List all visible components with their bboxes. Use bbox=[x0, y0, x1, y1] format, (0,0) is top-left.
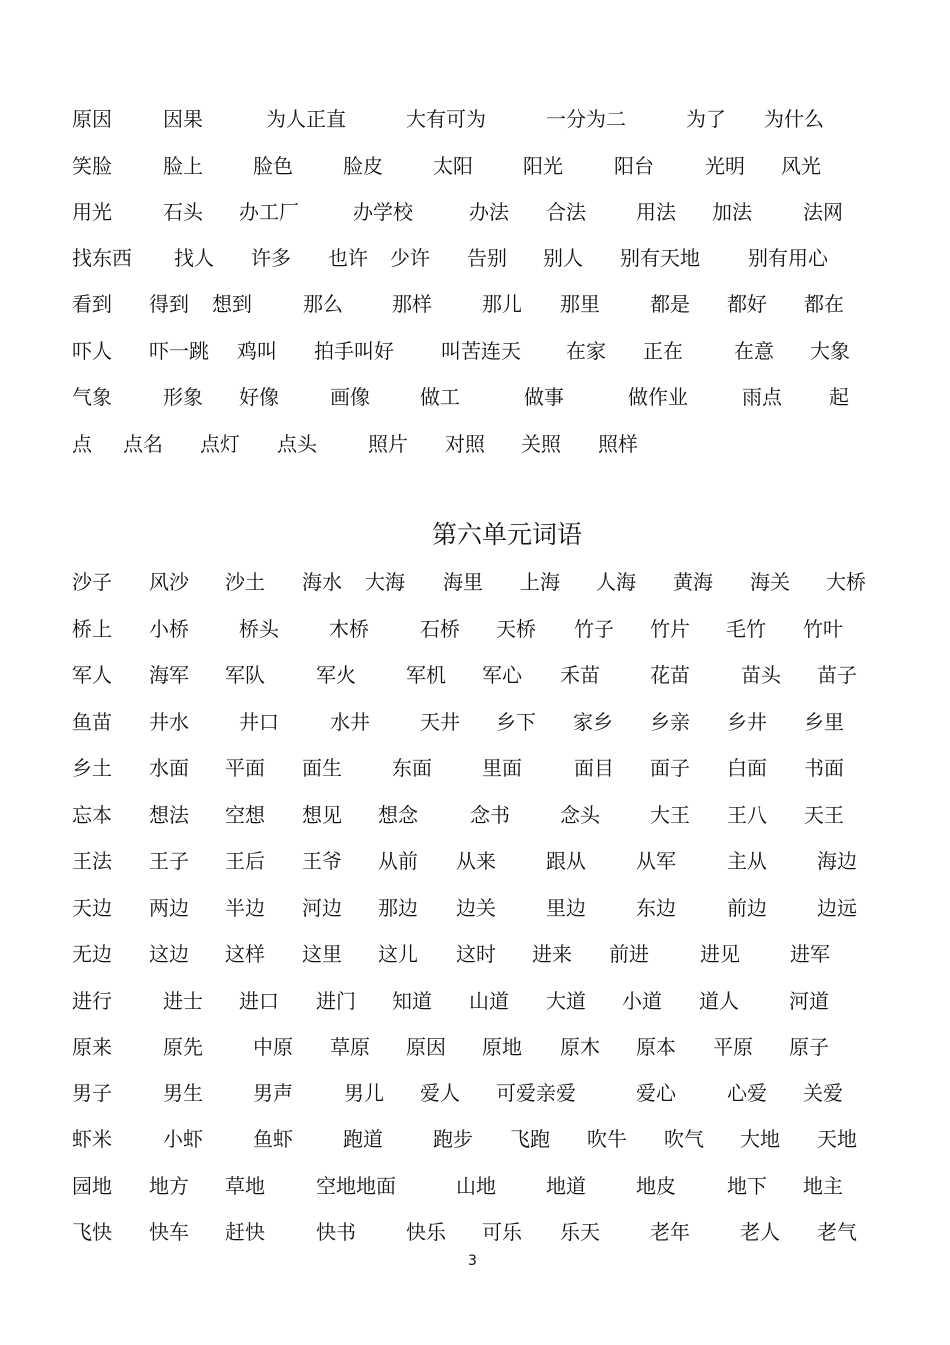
vocab-word: 阳光 bbox=[523, 154, 563, 178]
vocab-word: 想法 bbox=[149, 803, 189, 827]
vocab-word: 跟从 bbox=[546, 849, 586, 873]
vocab-word: 东边 bbox=[636, 896, 676, 920]
vocab-word: 都是 bbox=[650, 292, 690, 316]
vocab-word: 主从 bbox=[727, 849, 767, 873]
vocab-line bbox=[0, 567, 950, 597]
vocab-word: 风沙 bbox=[149, 570, 189, 594]
vocab-word: 大桥 bbox=[826, 570, 866, 594]
vocab-word: 鱼苗 bbox=[72, 710, 112, 734]
vocab-word: 为人正直 bbox=[266, 107, 346, 131]
vocab-word: 海边 bbox=[817, 849, 857, 873]
vocab-word: 原本 bbox=[636, 1035, 676, 1059]
vocab-word: 一分为二 bbox=[546, 107, 626, 131]
vocab-word: 军心 bbox=[482, 663, 522, 687]
vocab-line bbox=[0, 1078, 950, 1108]
vocab-word: 那么 bbox=[303, 292, 343, 316]
vocab-word: 前边 bbox=[727, 896, 767, 920]
vocab-word: 苗子 bbox=[817, 663, 857, 687]
vocab-word: 爱人 bbox=[420, 1081, 460, 1105]
vocab-word: 井口 bbox=[239, 710, 279, 734]
vocab-word: 这样 bbox=[225, 942, 265, 966]
vocab-line bbox=[0, 986, 950, 1016]
vocab-word: 无边 bbox=[72, 942, 112, 966]
vocab-word: 做事 bbox=[524, 385, 564, 409]
vocab-word: 花苗 bbox=[650, 663, 690, 687]
vocab-word: 做作业 bbox=[628, 385, 688, 409]
page-number: 3 bbox=[468, 1253, 477, 1269]
vocab-word: 地皮 bbox=[636, 1174, 676, 1198]
vocab-word: 好像 bbox=[239, 385, 279, 409]
vocab-word: 石头 bbox=[163, 200, 203, 224]
vocab-word: 老人 bbox=[740, 1220, 780, 1244]
vocab-word: 从前 bbox=[378, 849, 418, 873]
vocab-word: 王子 bbox=[149, 849, 189, 873]
vocab-word: 找人 bbox=[174, 246, 214, 270]
vocab-word: 男儿 bbox=[344, 1081, 384, 1105]
vocab-word: 地主 bbox=[803, 1174, 843, 1198]
vocab-word: 山道 bbox=[469, 989, 509, 1013]
vocab-word: 跑道 bbox=[343, 1127, 383, 1151]
vocab-word: 照样 bbox=[598, 432, 638, 456]
vocab-word: 地道 bbox=[546, 1174, 586, 1198]
vocab-word: 原来 bbox=[72, 1035, 112, 1059]
vocab-word: 快乐 bbox=[406, 1220, 446, 1244]
vocab-word: 对照 bbox=[445, 432, 485, 456]
vocab-word: 天边 bbox=[72, 896, 112, 920]
vocab-word: 天地 bbox=[817, 1127, 857, 1151]
vocab-word: 阳台 bbox=[614, 154, 654, 178]
vocab-word: 大有可为 bbox=[406, 107, 486, 131]
vocab-word: 木桥 bbox=[329, 617, 369, 641]
vocab-word: 沙土 bbox=[225, 570, 265, 594]
vocab-word: 进来 bbox=[532, 942, 572, 966]
vocab-line bbox=[0, 939, 950, 969]
vocab-word: 点名 bbox=[123, 432, 163, 456]
vocab-word: 那里 bbox=[560, 292, 600, 316]
vocab-word: 想到 bbox=[212, 292, 252, 316]
vocab-word: 画像 bbox=[330, 385, 370, 409]
vocab-line bbox=[0, 753, 950, 783]
vocab-word: 快车 bbox=[149, 1220, 189, 1244]
vocab-word: 找东西 bbox=[72, 246, 132, 270]
vocab-word: 雨点 bbox=[742, 385, 782, 409]
vocab-word: 点头 bbox=[277, 432, 317, 456]
vocab-word: 这里 bbox=[302, 942, 342, 966]
vocab-word: 乡土 bbox=[72, 756, 112, 780]
vocab-word: 老年 bbox=[650, 1220, 690, 1244]
vocab-word: 可爱亲爱 bbox=[496, 1081, 576, 1105]
vocab-word: 乡下 bbox=[496, 710, 536, 734]
vocab-line bbox=[0, 1032, 950, 1062]
vocab-word: 点 bbox=[72, 432, 92, 456]
vocab-word: 这儿 bbox=[378, 942, 418, 966]
vocab-word: 飞跑 bbox=[510, 1127, 550, 1151]
vocab-word: 太阳 bbox=[433, 154, 473, 178]
vocab-word: 进门 bbox=[316, 989, 356, 1013]
vocab-word: 原因 bbox=[406, 1035, 446, 1059]
vocab-word: 家乡 bbox=[573, 710, 613, 734]
vocab-word: 面生 bbox=[302, 756, 342, 780]
vocab-word: 空地地面 bbox=[316, 1174, 396, 1198]
vocab-line bbox=[0, 243, 950, 273]
vocab-line bbox=[0, 707, 950, 737]
vocab-word: 沙子 bbox=[72, 570, 112, 594]
vocab-line bbox=[0, 336, 950, 366]
vocab-word: 苗头 bbox=[741, 663, 781, 687]
vocab-word: 乡里 bbox=[804, 710, 844, 734]
vocab-word: 上海 bbox=[520, 570, 560, 594]
vocab-word: 爱心 bbox=[636, 1081, 676, 1105]
vocab-word: 都在 bbox=[804, 292, 844, 316]
vocab-word: 男生 bbox=[163, 1081, 203, 1105]
vocab-word: 那儿 bbox=[482, 292, 522, 316]
vocab-word: 山地 bbox=[456, 1174, 496, 1198]
vocab-word: 平面 bbox=[225, 756, 265, 780]
vocab-word: 边远 bbox=[817, 896, 857, 920]
vocab-word: 王后 bbox=[225, 849, 265, 873]
vocab-word: 地方 bbox=[149, 1174, 189, 1198]
vocab-word: 大道 bbox=[546, 989, 586, 1013]
vocab-word: 也许 bbox=[328, 246, 368, 270]
vocab-word: 天桥 bbox=[496, 617, 536, 641]
vocab-line bbox=[0, 1171, 950, 1201]
vocab-word: 吓人 bbox=[72, 339, 112, 363]
vocab-word: 水井 bbox=[330, 710, 370, 734]
vocab-word: 面子 bbox=[650, 756, 690, 780]
vocab-word: 脸色 bbox=[253, 154, 293, 178]
vocab-line bbox=[0, 429, 950, 459]
vocab-word: 风光 bbox=[781, 154, 821, 178]
vocab-word: 为什么 bbox=[764, 107, 824, 131]
vocab-word: 别有天地 bbox=[620, 246, 700, 270]
vocab-word: 那边 bbox=[378, 896, 418, 920]
vocab-word: 加法 bbox=[712, 200, 752, 224]
vocab-word: 海里 bbox=[443, 570, 483, 594]
vocab-word: 脸皮 bbox=[343, 154, 383, 178]
vocab-word: 小虾 bbox=[163, 1127, 203, 1151]
vocab-word: 原因 bbox=[72, 107, 112, 131]
vocab-line bbox=[0, 846, 950, 876]
vocab-word: 白面 bbox=[727, 756, 767, 780]
vocab-line bbox=[0, 104, 950, 134]
vocab-word: 用光 bbox=[72, 200, 112, 224]
vocab-word: 军火 bbox=[316, 663, 356, 687]
vocab-word: 前进 bbox=[609, 942, 649, 966]
vocab-word: 人海 bbox=[596, 570, 636, 594]
vocab-word: 办法 bbox=[469, 200, 509, 224]
vocab-word: 空想 bbox=[225, 803, 265, 827]
vocab-word: 光明 bbox=[705, 154, 745, 178]
vocab-line bbox=[0, 893, 950, 923]
vocab-word: 石桥 bbox=[420, 617, 460, 641]
vocab-word: 从军 bbox=[636, 849, 676, 873]
vocab-word: 飞快 bbox=[72, 1220, 112, 1244]
vocab-word: 军队 bbox=[225, 663, 265, 687]
vocab-word: 想念 bbox=[378, 803, 418, 827]
vocab-word: 军人 bbox=[72, 663, 112, 687]
vocab-word: 这时 bbox=[456, 942, 496, 966]
vocab-word: 黄海 bbox=[673, 570, 713, 594]
vocab-word: 得到 bbox=[149, 292, 189, 316]
vocab-word: 这边 bbox=[149, 942, 189, 966]
vocab-word: 老气 bbox=[817, 1220, 857, 1244]
vocab-word: 王法 bbox=[72, 849, 112, 873]
vocab-word: 里边 bbox=[546, 896, 586, 920]
vocab-word: 大地 bbox=[740, 1127, 780, 1151]
vocab-word: 进军 bbox=[790, 942, 830, 966]
vocab-word: 进士 bbox=[163, 989, 203, 1013]
vocab-word: 别人 bbox=[543, 246, 583, 270]
vocab-line bbox=[0, 382, 950, 412]
vocab-word: 知道 bbox=[392, 989, 432, 1013]
vocab-word: 竹叶 bbox=[803, 617, 843, 641]
vocab-word: 用法 bbox=[636, 200, 676, 224]
vocab-word: 原子 bbox=[789, 1035, 829, 1059]
vocab-word: 男声 bbox=[253, 1081, 293, 1105]
vocab-word: 海军 bbox=[149, 663, 189, 687]
vocab-word: 禾苗 bbox=[560, 663, 600, 687]
vocab-word: 照片 bbox=[368, 432, 408, 456]
vocab-word: 告别 bbox=[467, 246, 507, 270]
vocab-word: 海水 bbox=[302, 570, 342, 594]
vocab-word: 大王 bbox=[650, 803, 690, 827]
vocab-word: 河道 bbox=[789, 989, 829, 1013]
vocab-line bbox=[0, 1217, 950, 1247]
vocab-word: 小桥 bbox=[149, 617, 189, 641]
vocab-word: 大象 bbox=[810, 339, 850, 363]
vocab-word: 平原 bbox=[713, 1035, 753, 1059]
section-title-text: 第六单元词语 bbox=[432, 520, 583, 549]
vocab-word: 军机 bbox=[406, 663, 446, 687]
vocab-word: 两边 bbox=[149, 896, 189, 920]
vocab-word: 竹片 bbox=[650, 617, 690, 641]
vocab-word: 做工 bbox=[420, 385, 460, 409]
vocab-word: 念书 bbox=[470, 803, 510, 827]
vocab-word: 王爷 bbox=[302, 849, 342, 873]
vocab-word: 许多 bbox=[251, 246, 291, 270]
vocab-word: 天王 bbox=[804, 803, 844, 827]
vocab-word: 园地 bbox=[72, 1174, 112, 1198]
vocab-word: 虾米 bbox=[72, 1127, 112, 1151]
vocab-line bbox=[0, 151, 950, 181]
vocab-word: 气象 bbox=[72, 385, 112, 409]
vocab-word: 竹子 bbox=[574, 617, 614, 641]
vocab-word: 念头 bbox=[560, 803, 600, 827]
vocab-word: 进见 bbox=[700, 942, 740, 966]
vocab-word: 原先 bbox=[163, 1035, 203, 1059]
vocab-line bbox=[0, 289, 950, 319]
vocab-word: 脸上 bbox=[163, 154, 203, 178]
vocab-word: 半边 bbox=[225, 896, 265, 920]
vocab-word: 里面 bbox=[482, 756, 522, 780]
vocab-word: 心爱 bbox=[727, 1081, 767, 1105]
vocab-line bbox=[0, 1124, 950, 1154]
vocab-word: 想见 bbox=[302, 803, 342, 827]
vocab-line bbox=[0, 614, 950, 644]
vocab-word: 水面 bbox=[149, 756, 189, 780]
vocab-word: 鱼虾 bbox=[253, 1127, 293, 1151]
vocab-word: 小道 bbox=[622, 989, 662, 1013]
vocab-word: 原木 bbox=[560, 1035, 600, 1059]
vocab-word: 书面 bbox=[804, 756, 844, 780]
vocab-word: 草原 bbox=[330, 1035, 370, 1059]
vocab-word: 乡亲 bbox=[650, 710, 690, 734]
vocab-word: 毛竹 bbox=[726, 617, 766, 641]
vocab-word: 原地 bbox=[482, 1035, 522, 1059]
vocab-word: 道人 bbox=[699, 989, 739, 1013]
vocab-word: 办学校 bbox=[353, 200, 413, 224]
vocab-word: 边关 bbox=[456, 896, 496, 920]
vocab-word: 男子 bbox=[72, 1081, 112, 1105]
vocab-word: 拍手叫好 bbox=[314, 339, 394, 363]
vocab-word: 井水 bbox=[149, 710, 189, 734]
vocab-word: 在家 bbox=[566, 339, 606, 363]
vocab-word: 可乐 bbox=[482, 1220, 522, 1244]
vocab-word: 办工厂 bbox=[239, 200, 299, 224]
vocab-word: 东面 bbox=[392, 756, 432, 780]
vocab-word: 河边 bbox=[302, 896, 342, 920]
vocab-line bbox=[0, 800, 950, 830]
vocab-word: 关爱 bbox=[803, 1081, 843, 1105]
vocab-word: 地下 bbox=[727, 1174, 767, 1198]
vocab-word: 正在 bbox=[643, 339, 683, 363]
vocab-word: 从来 bbox=[456, 849, 496, 873]
vocab-word: 乐天 bbox=[560, 1220, 600, 1244]
vocab-word: 吹气 bbox=[664, 1127, 704, 1151]
vocab-line bbox=[0, 197, 950, 227]
vocab-word: 进行 bbox=[72, 989, 112, 1013]
vocab-word: 为了 bbox=[686, 107, 726, 131]
vocab-word: 少许 bbox=[390, 246, 430, 270]
vocab-word: 形象 bbox=[163, 385, 203, 409]
vocab-word: 快书 bbox=[316, 1220, 356, 1244]
vocab-word: 在意 bbox=[734, 339, 774, 363]
vocab-word: 合法 bbox=[546, 200, 586, 224]
vocab-word: 因果 bbox=[163, 107, 203, 131]
vocab-word: 中原 bbox=[253, 1035, 293, 1059]
vocab-word: 笑脸 bbox=[72, 154, 112, 178]
vocab-word: 吓一跳 bbox=[149, 339, 209, 363]
vocab-word: 都好 bbox=[727, 292, 767, 316]
vocab-word: 关照 bbox=[521, 432, 561, 456]
vocab-word: 叫苦连天 bbox=[441, 339, 521, 363]
vocab-word: 跑步 bbox=[433, 1127, 473, 1151]
vocab-word: 别有用心 bbox=[748, 246, 828, 270]
vocab-word: 天井 bbox=[420, 710, 460, 734]
vocab-word: 王八 bbox=[727, 803, 767, 827]
vocab-word: 鸡叫 bbox=[237, 339, 277, 363]
vocab-line bbox=[0, 660, 950, 690]
vocab-word: 桥头 bbox=[239, 617, 279, 641]
vocab-word: 海关 bbox=[750, 570, 790, 594]
vocab-word: 点灯 bbox=[200, 432, 240, 456]
vocab-word: 法网 bbox=[803, 200, 843, 224]
vocab-word: 乡井 bbox=[727, 710, 767, 734]
vocab-word: 忘本 bbox=[72, 803, 112, 827]
vocab-word: 吹牛 bbox=[587, 1127, 627, 1151]
vocab-word: 那样 bbox=[392, 292, 432, 316]
vocab-word: 起 bbox=[829, 385, 849, 409]
vocab-word: 赶快 bbox=[225, 1220, 265, 1244]
vocab-word: 草地 bbox=[225, 1174, 265, 1198]
vocab-word: 进口 bbox=[239, 989, 279, 1013]
vocab-word: 看到 bbox=[72, 292, 112, 316]
vocab-word: 桥上 bbox=[72, 617, 112, 641]
vocab-word: 大海 bbox=[365, 570, 405, 594]
vocab-word: 面目 bbox=[574, 756, 614, 780]
